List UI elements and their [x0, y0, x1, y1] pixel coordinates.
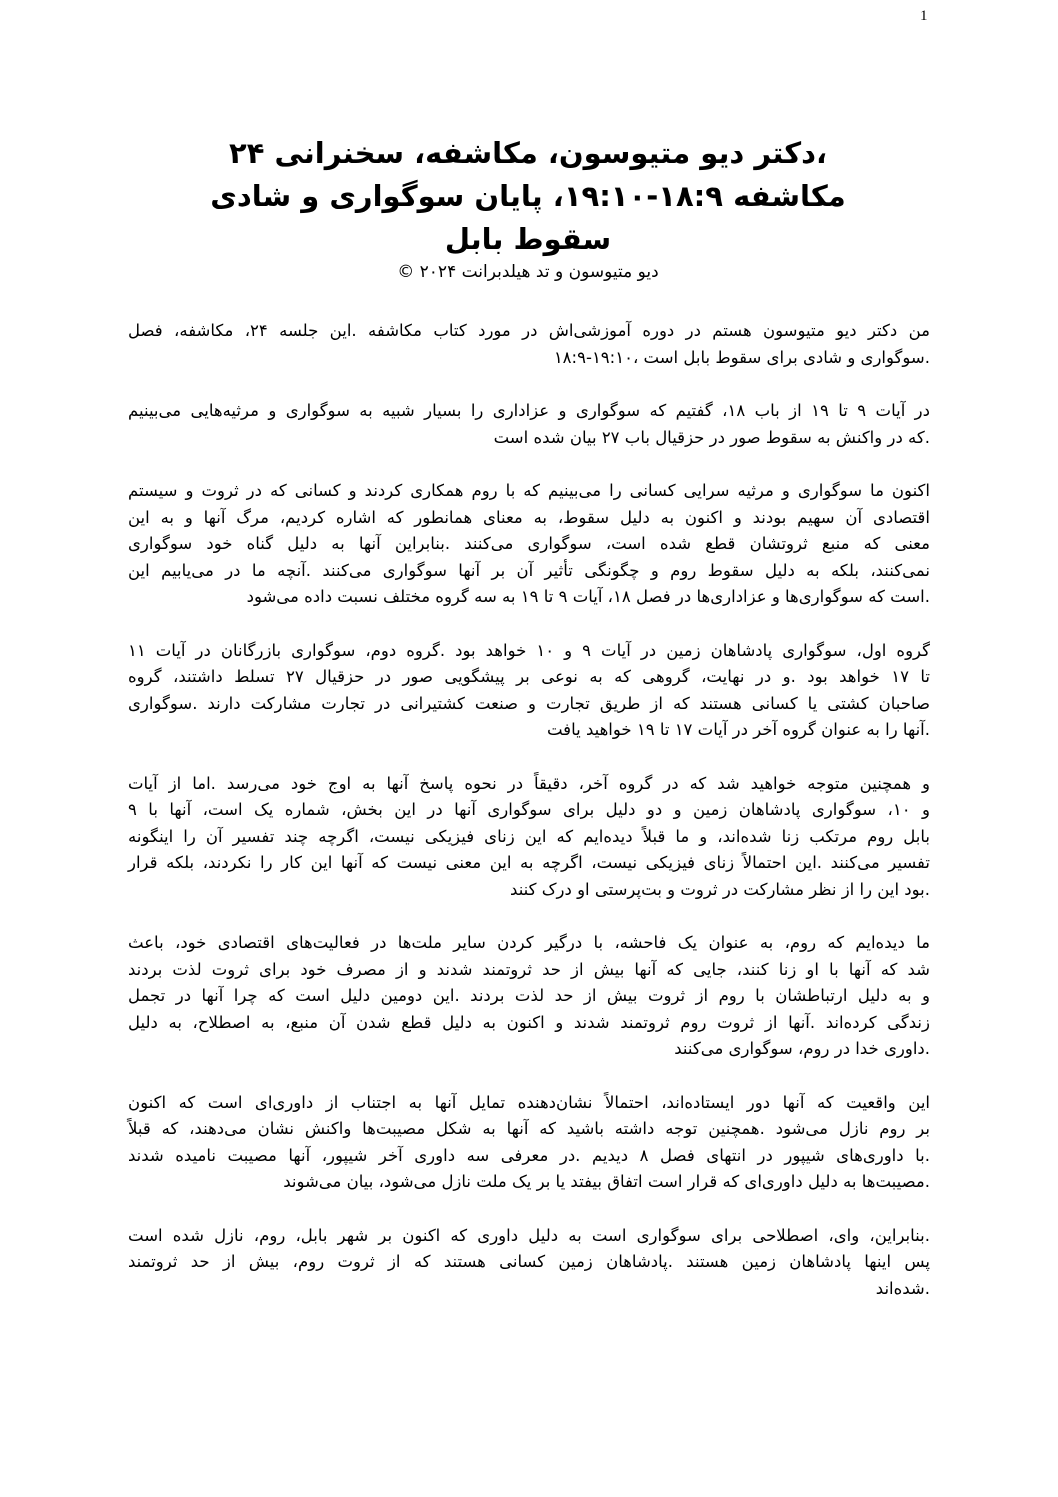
paragraph-line: .آنها را به عنوان گروه آخر در آیات ۱۷ تا ۱۹ خواهید یافت [546, 720, 930, 739]
paragraph [128, 318, 930, 371]
paragraph-line: و همچنین متوجه خواهید شد که در گروه آخر، دقیقاً در نحوه پاسخ آنها به اوج خود می‌رسد .اما از آیات [128, 773, 930, 793]
paragraph-line: .بود این را از نظر مشارکت در ثروت و بت‌پرستی او درک کنند [510, 879, 930, 899]
paragraph-line: و به دلیل ارتباطشان با روم از ثروت بیش از حد لذت بردند .این دومین دلیل است که چرا آنها در تجمل [128, 986, 930, 1005]
paragraph-line: بر روم نازل می‌شود .همچنین توجه داشته باشید که آنها به شکل مصیبت‌ها واکنش نشان می‌دهند، که قبلاً [128, 1119, 930, 1138]
paragraph-line: در آیات ۹ تا ۱۹ از باب ۱۸، گفتیم که سوگواری و عزاداری را بسیار شبیه به سوگواری و مرثیه‌هایی می‌بینیم [128, 401, 930, 420]
paragraph-line: بابل روم مرتکب زنا شده‌اند، و ما قبلاً دیده‌ایم که این زنای فیزیکی نیست، اگرچه چند تفسیر آن را اینگونه [128, 826, 930, 846]
paragraph-line: گروه اول، سوگواری پادشاهان زمین در آیات ۹ و ۱۰ خواهد بود .گروه دوم، سوگواری بازرگانان در آیات ۱۱ [128, 640, 930, 660]
paragraph-line: این واقعیت که آنها دور ایستاده‌اند، احتمالاً نشان‌دهنده تمایل آنها به اجتناب از داوری‌ای است که اکنون [128, 1092, 930, 1112]
paragraph-line: معنی که منبع ثروتشان قطع شده است، سوگواری می‌کنند .بنابراین آنها به دلیل گناه خود سوگواری [128, 534, 930, 553]
paragraph-line: ما دیده‌ایم که روم، به عنوان یک فاحشه، با درگیر کردن سایر ملت‌ها در فعالیت‌های اقتصادی خود، باعث [128, 933, 930, 952]
paragraph-line: پس اینها پادشاهان زمین هستند .پادشاهان زمین کسانی هستند که از ثروت روم، بیش از حد ثروتمند [128, 1252, 930, 1271]
page-number: 1 [920, 8, 928, 24]
paragraph-line: .مصیبت‌ها به دلیل داوری‌ای که قرار است اتفاق بیفتد یا بر یک ملت نازل می‌شود، بیان می‌شوند [283, 1172, 930, 1191]
title-line: مکاشفه ۱۸:۹-۱۹:۱۰، پایان سوگواری و شادی [210, 179, 846, 213]
paragraph-line: .بنابراین، وای، اصطلاحی برای سوگواری است به دلیل داوری که اکنون بر شهر بابل، روم، نازل شده است [128, 1225, 930, 1245]
copyright-byline: دیو متیوسون و تد هیلدبرانت ۲۰۲۴ © [397, 262, 659, 282]
paragraph-line: .سوگواری و شادی برای سقوط بابل است ،۱۹:۱۰-۱۸:۹ [553, 347, 930, 367]
paragraph-line: تفسیر می‌کنند .این احتمالاً زنای فیزیکی نیست، اگرچه به این معنی نیست که آنها این کار را نکردند، بلکه قرار [128, 853, 930, 872]
paragraph [128, 638, 930, 744]
paragraph-line: .با داوری‌های شیپور در انتهای فصل ۸ دیدیم .در معرفی سه داوری آخر شیپور، آنها مصیبت نامیده شدند [128, 1145, 930, 1165]
paragraph-line: من دکتر دیو متیوسون هستم در دوره آموزشی‌اش در مورد کتاب مکاشفه .این جلسه ۲۴، مکاشفه، فصل [128, 321, 930, 340]
title-line: ،دکتر دیو متیوسون، مکاشفه، سخنرانی ۲۴ [229, 136, 827, 170]
paragraph-line: اکنون ما سوگواری و مرثیه سرایی کسانی را می‌بینیم که با روم همکاری کردند و کسانی که در ثروت و سیستم [128, 481, 930, 500]
paragraph-line: زندگی کرده‌اند .آنها از ثروت روم ثروتمند شدند و اکنون به دلیل قطع شدن آن منبع، به اصطلاح، به دلیل [128, 1012, 930, 1032]
paragraph-line: صاحبان کشتی یا کسانی هستند که از طریق تجارت و صنعت کشتیرانی در تجارت مشارکت دارند .سوگواری [128, 693, 930, 713]
paragraph [128, 771, 930, 904]
paragraph-line: .که در واکنش به سقوط صور در حزقیال باب ۲۷ بیان شده است [493, 427, 930, 447]
paragraph-line: نمی‌کنند، بلکه به دلیل سقوط روم و چگونگی تأثیر آن بر آنها سوگواری می‌کنند .آنچه ما در می‌یابیم این [128, 560, 930, 580]
paragraph-line: تا ۱۷ خواهد بود .و در نهایت، گروهی که به نوعی بر پیشگویی صور در حزقیال ۲۷ تسلط داشتند، گروه [128, 667, 930, 686]
paragraph [128, 930, 930, 1063]
paragraph-line: شد که آنها با او زنا کنند، جایی که آنها بیش از حد ثروتمند شدند و از مصرف خود برای ثروت لذت بردند [128, 959, 930, 979]
paragraph [128, 1223, 930, 1303]
paragraph [128, 1090, 930, 1196]
paragraph-line: و ۱۰، سوگواری پادشاهان زمین و دو دلیل برای سوگواری آنها در این بخش، شماره یک است، آنها با ۹ [128, 800, 930, 819]
document-title [128, 132, 928, 261]
paragraph-line: .داوری خدا در روم، سوگواری می‌کنند [674, 1039, 930, 1058]
paragraph [128, 398, 930, 451]
paragraph-line: اقتصادی آن سهیم بودند و اکنون به دلیل سقوط، به معنای همانطور که اشاره کردیم، مرگ آنها و به این [128, 507, 930, 527]
paragraph-line: .است که سوگواری‌ها و عزاداری‌ها در فصل ۱۸، آیات ۹ تا ۱۹ به سه گروه مختلف نسبت داده می‌شود [246, 587, 930, 606]
document-body [128, 318, 930, 1329]
paragraph [128, 478, 930, 611]
title-line: سقوط بابل [444, 222, 612, 256]
paragraph-line: .شده‌اند [875, 1278, 930, 1298]
